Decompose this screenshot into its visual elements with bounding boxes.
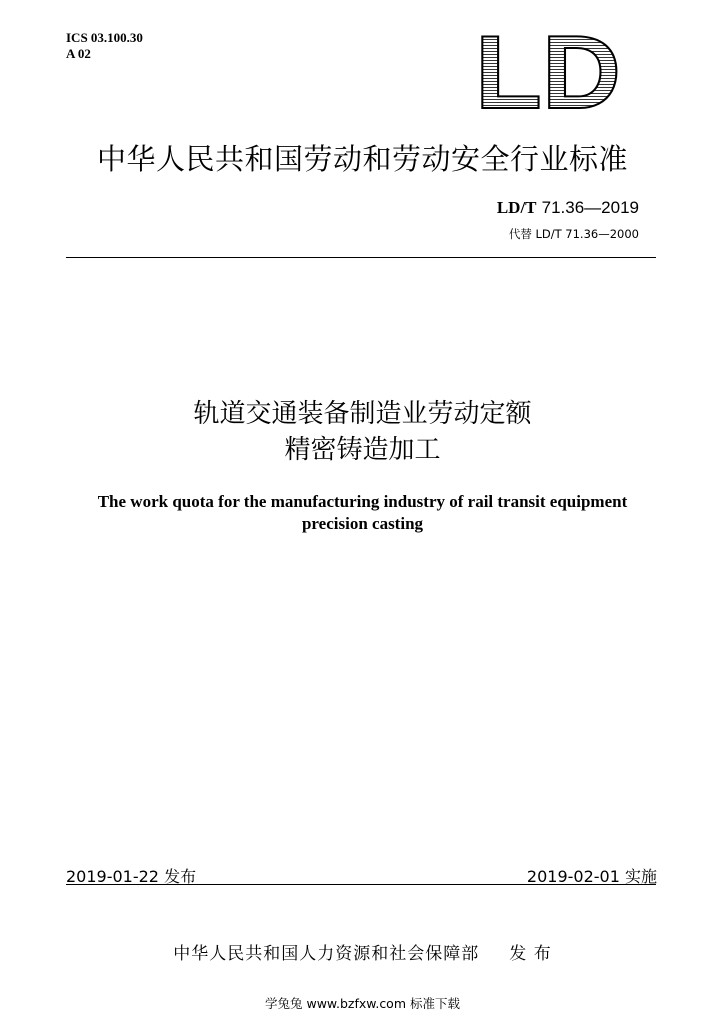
standard-number-prefix: LD/T (496, 198, 537, 217)
standard-number-value: 71.36—2019 (541, 198, 639, 217)
title-en-line1: The work quota for the manufacturing industry of rail transit equipment (97, 492, 628, 511)
bottom-divider (66, 884, 656, 885)
title-cn-line2: 精密铸造加工 (284, 435, 441, 465)
replaces-standard: 代替 LD/T 71.36—2000 (508, 227, 639, 241)
issuer-action: 发 布 (509, 944, 552, 964)
category-code: A 02 (66, 46, 91, 61)
ld-logo-text: LD (475, 26, 621, 116)
issue-date: 2019-01-22 发布 (66, 867, 197, 886)
issuer-name: 中华人民共和国人力资源和社会保障部 (173, 944, 480, 964)
issuer-line (0, 939, 725, 964)
title-en-line2: precision casting (301, 514, 424, 533)
ics-code: ICS 03.100.30 (66, 30, 143, 45)
standard-org-title: 中华人民共和国劳动和劳动安全行业标准 (96, 142, 628, 176)
footer-watermark: 学兔兔 www.bzfxw.com 标准下载 (265, 996, 460, 1011)
implement-date: 2019-02-01 实施 (526, 867, 657, 886)
title-cn-line1: 轨道交通装备制造业劳动定额 (193, 399, 532, 429)
classification-codes (66, 30, 143, 62)
top-divider (66, 257, 656, 258)
ld-logo (473, 26, 623, 116)
standard-number (497, 198, 639, 218)
